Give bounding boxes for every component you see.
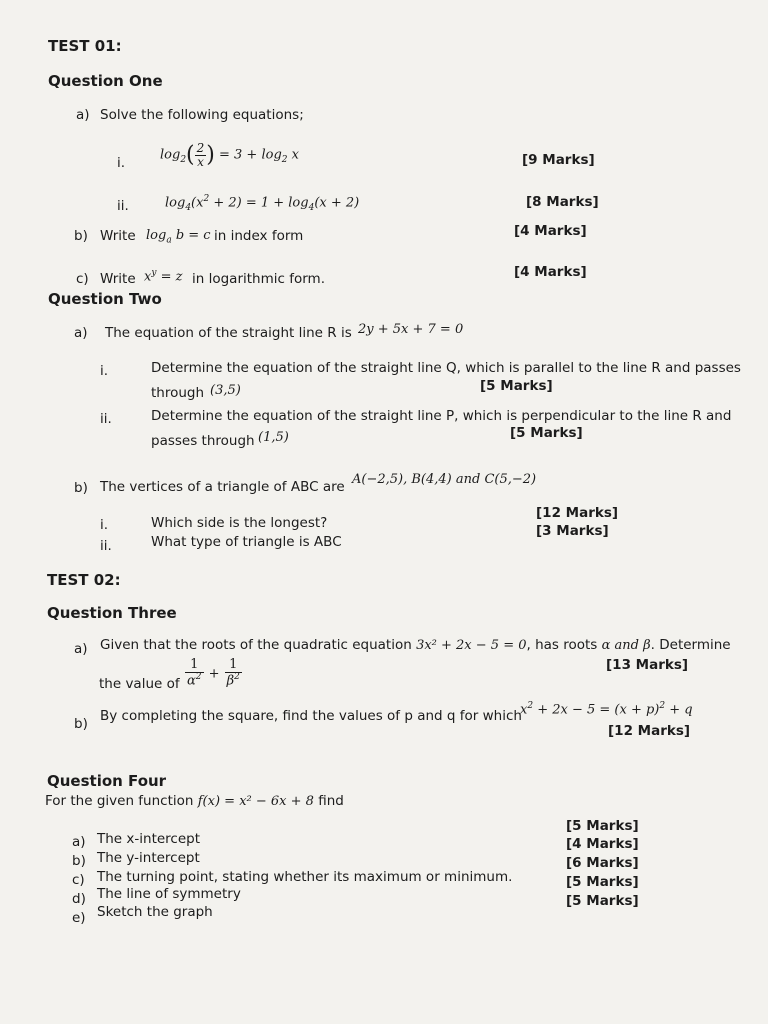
test2-title: TEST 02:: [47, 571, 121, 589]
q1-ii-label: ii.: [117, 198, 129, 214]
question-two-heading: Question Two: [48, 290, 162, 308]
q3-b-marks: [12 Marks]: [608, 723, 691, 739]
q3-a-marks: [13 Marks]: [606, 657, 689, 673]
q2-a-text: The equation of the straight line R is: [105, 325, 352, 341]
q3-a-line2: the value of: [99, 676, 180, 692]
q2-ii-label: ii.: [100, 411, 112, 427]
q4-item-d-text: The line of symmetry: [97, 886, 241, 902]
q1-ii-marks: [8 Marks]: [526, 194, 599, 210]
q4-item-c-marks: [6 Marks]: [566, 855, 639, 871]
q1-b-post: in index form: [214, 228, 304, 244]
q4-item-d-label: d): [72, 891, 86, 907]
q2-ii-point: (1,5): [258, 430, 289, 445]
q2-i-point: (3,5): [210, 383, 241, 398]
q2-i-marks: [5 Marks]: [480, 378, 553, 394]
q2-bii-marks: [3 Marks]: [536, 523, 609, 539]
q4-item-b-text: The y-intercept: [97, 850, 200, 866]
q4-intro-post: find: [318, 793, 344, 809]
question-four-heading: Question Four: [47, 772, 167, 790]
q4-item-a-text: The x-intercept: [97, 831, 201, 847]
q4-item-d-marks: [5 Marks]: [566, 874, 639, 890]
q2-ii-marks: [5 Marks]: [510, 425, 583, 441]
q1-a-label: a): [76, 107, 90, 123]
q3-a-text-part2: , has roots: [526, 637, 598, 653]
question-three-heading: Question Three: [47, 604, 177, 622]
q1-i-marks: [9 Marks]: [522, 152, 595, 168]
q3-b-label: b): [74, 716, 88, 732]
q4-intro-pre: For the given function: [45, 793, 194, 809]
q2-i-text1: Determine the equation of the straight line Q, which is parallel to the line R and passes: [151, 360, 741, 376]
question-one-heading: Question One: [48, 72, 163, 90]
q2-b-text: The vertices of a triangle of ABC are: [100, 479, 345, 495]
q3-a-text-part1: Given that the roots of the quadratic equation: [100, 637, 412, 653]
q3-a-roots: α and β: [601, 638, 651, 653]
q1-c-marks: [4 Marks]: [514, 264, 587, 280]
q2-ii-text2: passes through: [151, 433, 255, 449]
q1-a-text: Solve the following equations;: [100, 107, 304, 123]
q1-c-post: in logarithmic form.: [192, 271, 325, 287]
q4-item-e-text: Sketch the graph: [97, 904, 213, 920]
q2-bi-marks: [12 Marks]: [536, 505, 619, 521]
q2-i-text2: through: [151, 385, 205, 401]
q4-item-e-marks: [5 Marks]: [566, 893, 639, 909]
q3-a-text: [100, 637, 731, 653]
q3-a-equation: 3x² + 2x − 5 = 0: [416, 638, 527, 653]
q3-b-text: By completing the square, find the values of p and q for which: [100, 708, 522, 724]
q4-item-c-text: The turning point, stating whether its maximum or minimum.: [97, 869, 513, 885]
q4-item-c-label: c): [72, 872, 85, 888]
q2-bii-label: ii.: [100, 538, 112, 554]
q3-a-label: a): [74, 641, 88, 657]
q1-c-expression: $x^y = z$: [144, 268, 183, 285]
q1-c-pre: Write: [100, 271, 136, 287]
q2-ii-text1: Determine the equation of the straight line P, which is perpendicular to the line R and: [151, 408, 732, 424]
q3-b-equation: $x^2 + 2x - 5 = (x + p)^2 + q$: [520, 701, 693, 718]
q2-i-label: i.: [100, 363, 109, 379]
q4-intro: [45, 793, 344, 809]
test1-title: TEST 01:: [48, 37, 122, 55]
q4-item-b-marks: [4 Marks]: [566, 836, 639, 852]
q1-i-equation: $\log_2$( $\frac{2}{x}$ ) = $3 + \log_2 x$: [160, 141, 299, 169]
q2-a-equation: 2y + 5x + 7 = 0: [358, 322, 464, 337]
q4-item-a-label: a): [72, 834, 86, 850]
q1-c-label: c): [76, 271, 89, 287]
q4-item-a-marks: [5 Marks]: [566, 818, 639, 834]
q2-bi-label: i.: [100, 517, 109, 533]
q2-b-label: b): [74, 480, 88, 496]
q1-b-expression: $\log_a b = c$: [146, 228, 211, 246]
q2-bii-text: What type of triangle is ABC: [151, 534, 342, 550]
q3-a-fraction-expression: $\frac{1}{\alpha^2}$ + $\frac{1}{\beta^2}$: [187, 657, 240, 688]
q1-i-label: i.: [117, 155, 126, 171]
q1-ii-equation: $\log_4(x^2 + 2) = 1 + \log_4(x + 2)$: [165, 194, 360, 213]
q2-b-vertices: A(−2,5), B(4,4) and C(5,−2): [352, 472, 537, 487]
q3-a-text-part3: . Determine: [650, 637, 731, 653]
q2-bi-text: Which side is the longest?: [151, 515, 328, 531]
q1-b-label: b): [74, 228, 88, 244]
q2-a-label: a): [74, 325, 88, 341]
q4-function: f(x) = x² − 6x + 8: [197, 794, 314, 809]
q1-b-pre: Write: [100, 228, 136, 244]
q4-item-e-label: e): [72, 910, 86, 926]
q1-b-marks: [4 Marks]: [514, 223, 587, 239]
q4-item-b-label: b): [72, 853, 86, 869]
